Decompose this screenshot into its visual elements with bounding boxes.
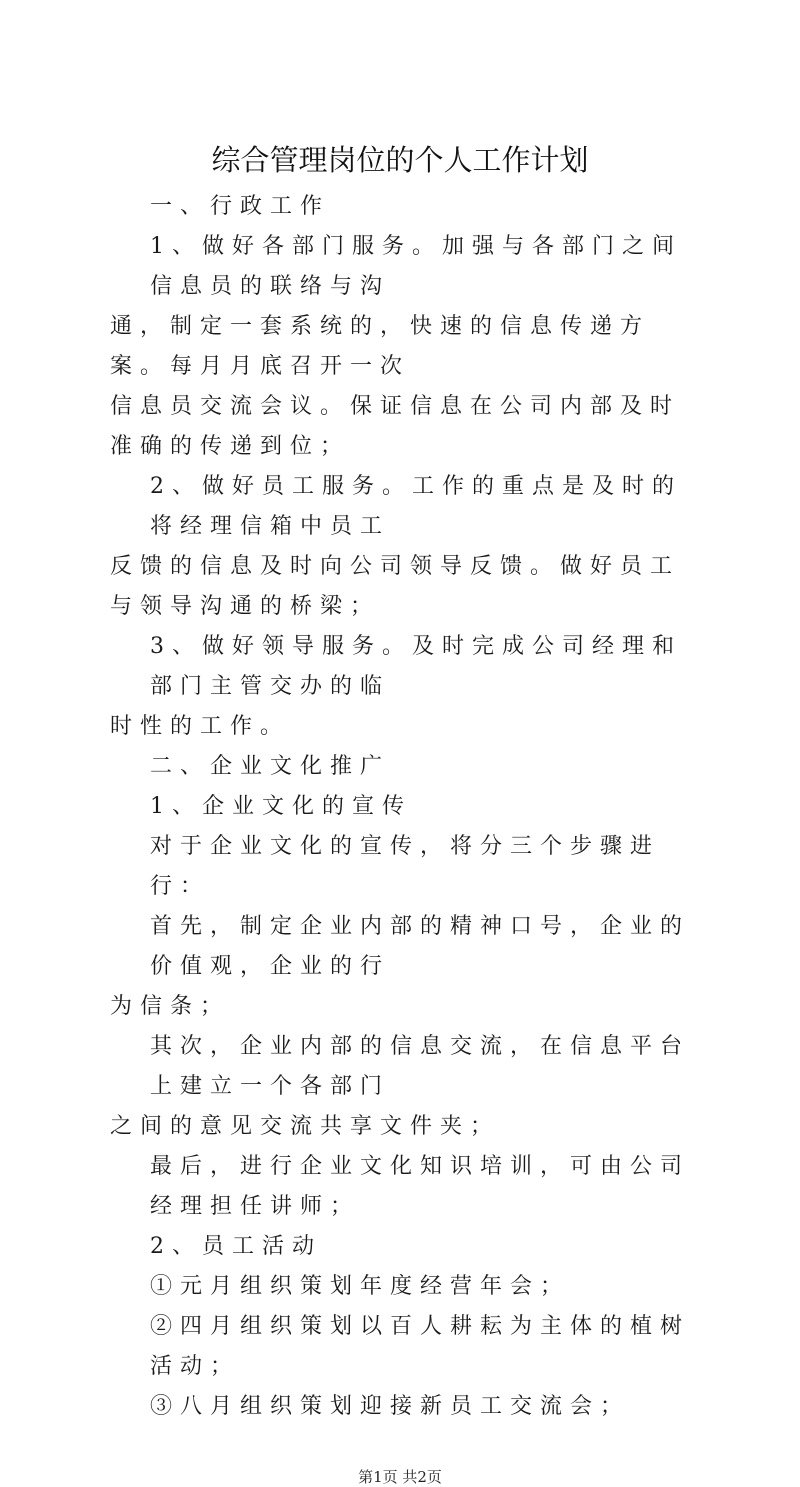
text-line: 1、做好各部门服务。加强与各部门之间信息员的联络与沟 [150,234,682,299]
text-line: 反馈的信息及时向公司领导反馈。做好员工与领导沟通的桥梁； [110,554,681,619]
text-line: 二、企业文化推广 [150,754,391,779]
text-line: ②四月组织策划以百人耕耘为主体的植树活动； [150,1314,691,1379]
text-line: 为信条； [110,994,231,1019]
document-body [110,187,700,1487]
text-line: 通，制定一套系统的，快速的信息传递方案。每月月底召开一次 [110,314,651,379]
text-line: 对于企业文化的宣传，将分三个步骤进行： [150,834,661,899]
text-line: 2、做好员工服务。工作的重点是及时的将经理信箱中员工 [150,474,682,539]
text-line: 3、做好领导服务。及时完成公司经理和部门主管交办的临 [150,634,682,699]
text-line: 2、员工活动 [150,1234,322,1259]
text-line: 最后，进行企业文化知识培训，可由公司经理担任讲师； [150,1154,691,1219]
page-footer: 第1页 共2页 [358,1468,442,1486]
document-lines [110,187,700,1427]
text-line: 之间的意见交流共享文件夹； [110,1114,501,1139]
text-line: ③八月组织策划迎接新员工交流会； [150,1394,631,1419]
document-title: 综合管理岗位的个人工作计划 [211,143,589,177]
text-line: 其次，企业内部的信息交流，在信息平台上建立一个各部门 [150,1034,691,1099]
text-line: 时性的工作。 [110,714,291,739]
text-line: ①元月组织策划年度经营年会； [150,1274,571,1299]
text-line: 1、企业文化的宣传 [150,794,412,819]
text-line: 一、行政工作 [150,194,331,219]
text-line: 信息员交流会议。保证信息在公司内部及时准确的传递到位； [110,394,681,459]
text-line: 首先，制定企业内部的精神口号，企业的价值观，企业的行 [150,914,691,979]
